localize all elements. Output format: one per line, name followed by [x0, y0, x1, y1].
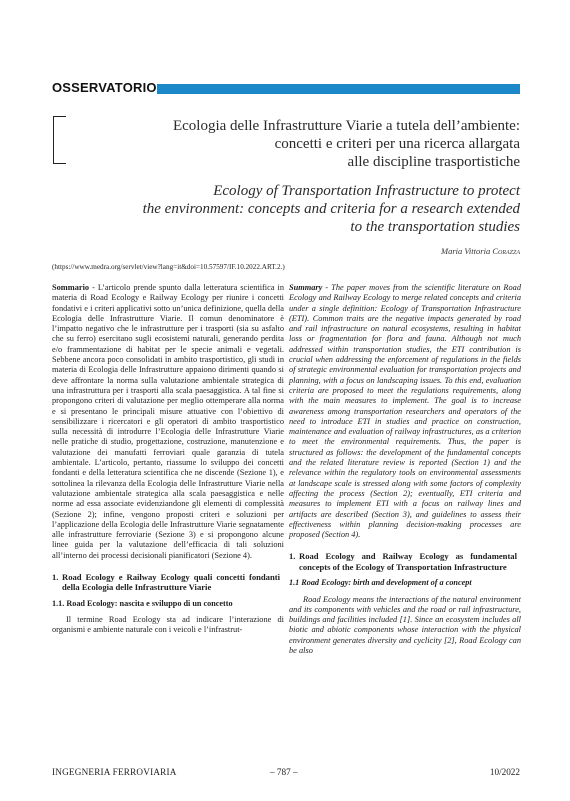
italian-column [52, 283, 284, 636]
title-italian-line-3: alle discipline trasportistiche [347, 154, 520, 170]
english-body-text: Road Ecology means the interactions of the natural environment and its components with vehicles and the road or rail infrastructure, buildings and facilities included [1]. Since an ecosystem includes all biotic and abiotic components whose interaction with the physical environment generates diversity and cyclicity [2], Road Ecology can be also [289, 594, 521, 656]
title-english-line-1: Ecology of Transportation Infrastructure to protect [213, 183, 520, 199]
footer-issue: 10/2022 [489, 767, 520, 777]
section-accent-bar [157, 84, 520, 94]
author-first-name: Maria Vittoria [441, 246, 491, 256]
title-italian [80, 117, 520, 171]
italian-abstract-text: - L’articolo prende spunto dalla letteratura scientifica in materia di Road Ecology e Railway Ecology per riunire i concetti fondativi e i criteri applicativi sotto un’unica definizione, quella della Ecologia delle Infrastrutture Viarie. Il comun denominatore è l’impatto negativo che le infrastrutture per i trasporti (sia su asfalto che su ferro) esercitano sugli ecosistemi naturali, generando perdita e/o frammentazione di habitat per le specie animali e vegetali. Sebbene ancora poco consolidati in ambito trasportistico, gli studi in materia di Ecologia delle Infrastrutture appaiono dirimenti quando si deve affrontare la norma sulla valutazione ambientale strategica di una infrastruttura per i trasporti alla scala paesaggistica. A tal fine si propongono criteri di valutazione per meglio ottemperare alla norma e si presentano le principali misure attuative con l’obiettivo di sensibilizzare i ricercatori e gli operatori di ambito trasportistico sulla necessità di introdurre l’Ecologia delle Infrastrutture Viarie nelle pratiche di studio, progettazione, costruzione, manutenzione e valutazione dei manufatti ferroviari quale garanzia di tutela ambientale. L’articolo, pertanto, riassume lo sviluppo dei concetti fondanti e della letteratura scientifica che ne discende (Sezione 1), e sottolinea la rilevanza della Ecologia delle Infrastrutture Viarie nella valutazione ambientale strategica alla scala paesaggistica e nelle norme ad essa associate evidenziandone gli elementi di complessità (Sezione 2); infine, vengono proposti criteri e soluzioni per l’applicazione della Ecologia delle Infrastrutture Viarie segnatamente alle infrastrutture ferroviarie (Sezione 3) e si propongono alcune linee guida per la valutazione dell’efficacia di tali soluzioni all’interno dei processi decisionali pianificatori (Sezione 4). [52, 283, 284, 560]
doi-link[interactable]: (https://www.medra.org/servlet/view?lang=it&doi=10.57597/IF.10.2022.ART.2.) [52, 263, 285, 271]
english-abstract [289, 283, 521, 540]
italian-heading-text: Road Ecology e Railway Ecology quali concetti fondanti della Ecologia delle Infrastrutture Viarie [62, 572, 280, 593]
english-column [289, 283, 521, 656]
english-heading-text: Road Ecology and Railway Ecology as fundamental concepts of the Ecology of Transportation Infrastructure [299, 551, 517, 572]
title-italian-line-2: concetti e criteri per una ricerca allargata [274, 136, 520, 152]
author-name [441, 246, 520, 256]
english-section-heading [289, 551, 521, 572]
italian-heading-number: 1. [52, 572, 59, 583]
italian-abstract-label: Sommario [52, 283, 90, 292]
title-english-line-3: to the transportation studies [350, 219, 520, 235]
italian-section-heading [52, 572, 284, 593]
section-label: OSSERVATORIO [52, 80, 157, 95]
english-subheading: 1.1 Road Ecology: birth and development of a concept [289, 578, 472, 588]
italian-subheading: 1.1. Road Ecology: nascita e sviluppo di un concetto [52, 598, 233, 608]
english-abstract-label: Summary [289, 283, 323, 292]
title-english-line-2: the environment: concepts and criteria for a research extended [142, 201, 520, 217]
italian-body-text: Il termine Road Ecology sta ad indicare l’interazione di organismi e ambiente naturale con i veicoli e l’infrastrut- [52, 615, 284, 635]
footer-page-number: – 787 – [270, 767, 298, 777]
italian-abstract [52, 283, 284, 561]
footer-journal-name: INGEGNERIA FERROVIARIA [52, 767, 177, 777]
english-heading-number: 1. [289, 551, 296, 562]
title-italian-line-1: Ecologia delle Infrastrutture Viarie a tutela dell’ambiente: [172, 118, 520, 134]
title-english [70, 182, 520, 236]
decorative-bracket [53, 116, 66, 164]
author-last-name: Corazza [492, 246, 520, 256]
english-abstract-text: - The paper moves from the scientific literature on Road Ecology and Railway Ecology to merge related concepts and criteria under a single definition: Ecology of Transportation Infrastructure (ETI). Common traits are the negative impacts generated by road and rail infrastructure on natural ecosystems, resulting in habitat loss or fragmentation for flora and fauna. Although not much addressed within transportation studies, the ETI contribution is crucial when addressing the enforcement of regulations in the fields of strategic environmental evaluation for transportation projects and planning, with a focus on landscaping issues. To this end, evaluation criteria are proposed to meet the regulations requirements, along with the main measures to implement. The goal is to increase awareness among transportation researchers and operators of the need to introduce ETI in studies and practice on construction, maintenance and evaluation of railway infrastructures, as a criterion to meet the environmental requirements. Thus, the paper is structured as follows: the development of the fundamental concepts and the related literature review is reported (Section 1) and the relevance within the regulatory tools on environmental assessments at landscape scale is stressed along with some factors of complexity affecting the process (Section 2); eventually, ETI criteria and measures to implement ETI with a focus on railway lines and artifacts are described (Section 3), and guidelines to assess their effectiveness within planning decision-making processes are proposed (Section 4). [289, 283, 521, 540]
